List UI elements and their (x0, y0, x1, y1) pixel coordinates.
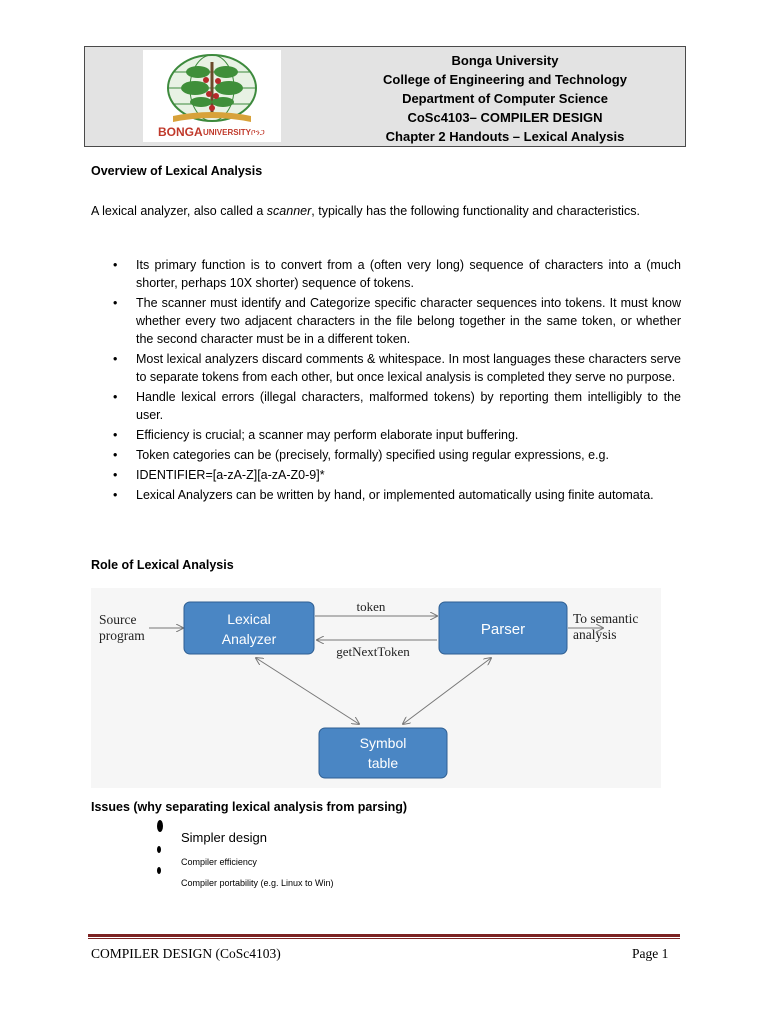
list-item: • The scanner must identify and Categorize specific character sequences into tokens. It must know whether every two adjacent characters in the file belong together in the same token, or whether the second character must be in a different token. (113, 296, 681, 346)
list-item: • Handle lexical errors (illegal characters, malformed tokens) by reporting them intelligibly to the user. (113, 390, 681, 422)
source-program-label-2: program (99, 628, 145, 643)
bullet-icon: • (113, 428, 118, 442)
lexical-analyzer-label: Lexical (227, 611, 271, 627)
parser-symbol-arrow (403, 658, 491, 724)
chapter-title: Chapter 2 Handouts – Lexical Analysis (385, 129, 625, 144)
scanner-term: scanner (266, 204, 312, 218)
issue-simpler-design: Simpler design (181, 830, 267, 845)
list-item: • IDENTIFIER=[a-zA-Z][a-zA-Z0-9]* (113, 468, 325, 482)
bullet-icon: • (113, 488, 118, 502)
bullet-icon (157, 867, 161, 874)
lexer-symbol-arrow (256, 658, 359, 724)
lexical-analysis-diagram (91, 588, 661, 788)
bullet-icon: • (113, 296, 118, 310)
get-next-token-label: getNextToken (336, 644, 410, 659)
source-program-label: Source (99, 612, 137, 627)
department-name: Department of Computer Science (402, 91, 608, 106)
bullet-icon (157, 846, 161, 853)
symbol-table-label: Symbol (359, 735, 407, 751)
lexical-analyzer-label-2: Analyzer (221, 631, 277, 647)
parser-label: Parser (480, 621, 526, 638)
issue-portability: Compiler portability (e.g. Linux to Win) (181, 878, 334, 888)
logo-graphic (143, 50, 281, 142)
footer-course: COMPILER DESIGN (CoSc4103) (91, 946, 281, 961)
bullet-icon: • (113, 258, 118, 272)
university-logo (143, 50, 281, 142)
bullet-icon: • (113, 390, 118, 404)
bullet-icon: • (113, 468, 118, 482)
bullet-icon: • (113, 448, 118, 462)
list-item: • Most lexical analyzers discard comments & whitespace. In most languages these characters serve to separate tokens from each other, but once lexical analysis is completed they serve no purpose. (113, 352, 681, 384)
svg-text:ቦንጋ: ቦንጋ (251, 128, 265, 137)
course-title: CoSc4103– COMPILER DESIGN (407, 110, 603, 125)
list-item: • Lexical Analyzers can be written by hand, or implemented automatically using finite automata. (113, 488, 654, 502)
issue-efficiency: Compiler efficiency (181, 857, 257, 867)
list-item: • Its primary function is to convert from a (often very long) sequence of characters into a (much shorter, perhaps 10X shorter) sequence of tokens. (113, 258, 681, 290)
symbol-table-label-2: table (367, 755, 399, 771)
footer-rule (88, 934, 680, 937)
semantic-analysis-label: To semantic (573, 611, 639, 626)
document-header (84, 46, 686, 147)
overview-bullet-list (91, 256, 681, 506)
university-name: Bonga University (451, 53, 559, 68)
footer-rule-thin (88, 938, 680, 939)
page-number: Page 1 (632, 946, 669, 961)
overview-intro: A lexical analyzer, also called a scanner, typically has the following functionality and characteristics. (91, 204, 640, 218)
bullet-icon (157, 820, 163, 832)
role-heading: Role of Lexical Analysis (91, 558, 234, 572)
list-item: • Token categories can be (precisely, formally) specified using regular expressions, e.g. (113, 448, 609, 462)
logo-wordmark: BONGA (158, 125, 203, 139)
token-label: token (356, 599, 386, 614)
svg-text:UNIVERSITY: UNIVERSITY (203, 128, 252, 137)
college-name: College of Engineering and Technology (383, 72, 627, 87)
semantic-analysis-label-2: analysis (573, 627, 617, 642)
overview-heading: Overview of Lexical Analysis (91, 164, 263, 178)
list-item: • Efficiency is crucial; a scanner may perform elaborate input buffering. (113, 428, 519, 442)
header-text (315, 51, 695, 146)
bullet-icon: • (113, 352, 118, 366)
issues-heading: Issues (why separating lexical analysis from parsing) (91, 800, 408, 814)
